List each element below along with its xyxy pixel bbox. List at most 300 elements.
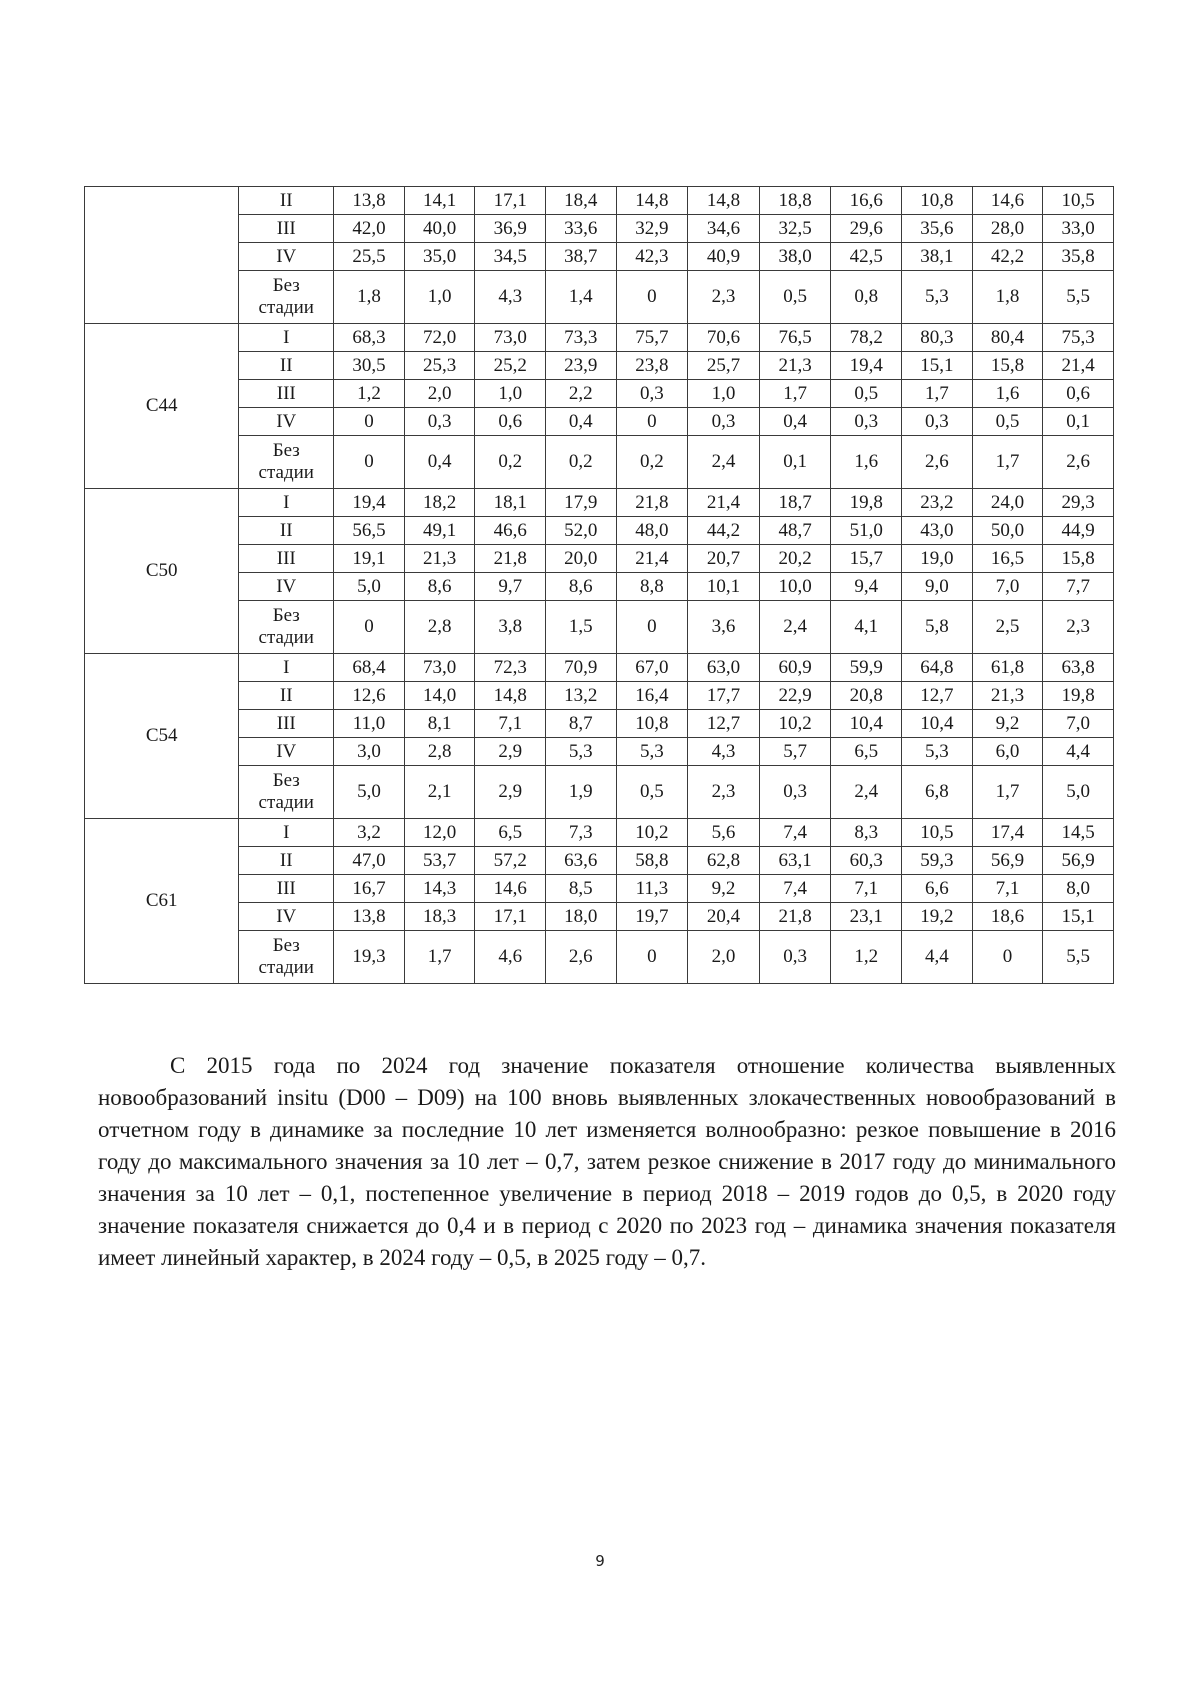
value-cell: 4,4: [1043, 738, 1114, 766]
value-cell: 24,0: [972, 489, 1043, 517]
value-cell: 19,4: [831, 352, 902, 380]
value-cell: 23,2: [902, 489, 973, 517]
value-cell: 29,6: [831, 215, 902, 243]
stage-cell: I: [239, 819, 334, 847]
value-cell: 21,8: [759, 903, 831, 931]
value-cell: 8,5: [546, 875, 617, 903]
table-row: [85, 903, 1114, 931]
value-cell: 19,7: [616, 903, 688, 931]
value-cell: 59,9: [831, 654, 902, 682]
value-cell: 17,4: [972, 819, 1043, 847]
value-cell: 38,1: [902, 243, 973, 271]
value-cell: 14,5: [1043, 819, 1114, 847]
value-cell: 10,4: [831, 710, 902, 738]
value-cell: 47,0: [334, 847, 405, 875]
value-cell: 30,5: [334, 352, 405, 380]
value-cell: 7,0: [972, 573, 1043, 601]
table-body: [85, 187, 1114, 984]
value-cell: 5,5: [1043, 271, 1114, 324]
value-cell: 0,1: [1043, 408, 1114, 436]
value-cell: 5,0: [334, 573, 405, 601]
value-cell: 1,0: [404, 271, 475, 324]
value-cell: 57,2: [475, 847, 546, 875]
value-cell: 70,9: [546, 654, 617, 682]
value-cell: 0: [616, 601, 688, 654]
value-cell: 0: [334, 436, 405, 489]
stage-cell: III: [239, 215, 334, 243]
value-cell: 18,4: [546, 187, 617, 215]
value-cell: 2,4: [759, 601, 831, 654]
value-cell: 1,8: [334, 271, 405, 324]
stage-cell: I: [239, 324, 334, 352]
value-cell: 2,0: [404, 380, 475, 408]
value-cell: 2,6: [546, 931, 617, 984]
value-cell: 21,3: [759, 352, 831, 380]
value-cell: 56,9: [1043, 847, 1114, 875]
value-cell: 42,3: [616, 243, 688, 271]
table-row: [85, 601, 1114, 654]
value-cell: 0,6: [1043, 380, 1114, 408]
value-cell: 19,8: [1043, 682, 1114, 710]
value-cell: 10,0: [759, 573, 831, 601]
value-cell: 15,7: [831, 545, 902, 573]
stage-cell: I: [239, 654, 334, 682]
value-cell: 0,4: [546, 408, 617, 436]
value-cell: 8,8: [616, 573, 688, 601]
value-cell: 3,0: [334, 738, 405, 766]
value-cell: 48,7: [759, 517, 831, 545]
value-cell: 1,7: [972, 766, 1043, 819]
value-cell: 19,0: [902, 545, 973, 573]
value-cell: 18,1: [475, 489, 546, 517]
stage-cell: IV: [239, 903, 334, 931]
value-cell: 63,1: [759, 847, 831, 875]
value-cell: 5,3: [902, 738, 973, 766]
value-cell: 7,1: [831, 875, 902, 903]
value-cell: 72,3: [475, 654, 546, 682]
value-cell: 6,8: [902, 766, 973, 819]
value-cell: 34,5: [475, 243, 546, 271]
value-cell: 20,7: [688, 545, 760, 573]
value-cell: 56,5: [334, 517, 405, 545]
value-cell: 2,3: [688, 766, 760, 819]
value-cell: 5,0: [334, 766, 405, 819]
value-cell: 6,6: [902, 875, 973, 903]
table-row: [85, 654, 1114, 682]
value-cell: 34,6: [688, 215, 760, 243]
value-cell: 0,2: [546, 436, 617, 489]
value-cell: 32,5: [759, 215, 831, 243]
value-cell: 19,2: [902, 903, 973, 931]
value-cell: 64,8: [902, 654, 973, 682]
value-cell: 10,1: [688, 573, 760, 601]
value-cell: 46,6: [475, 517, 546, 545]
value-cell: 0,5: [972, 408, 1043, 436]
value-cell: 14,6: [972, 187, 1043, 215]
value-cell: 1,7: [759, 380, 831, 408]
value-cell: 21,4: [688, 489, 760, 517]
page-number: 9: [595, 1552, 605, 1570]
value-cell: 15,8: [1043, 545, 1114, 573]
value-cell: 14,6: [475, 875, 546, 903]
value-cell: 28,0: [972, 215, 1043, 243]
value-cell: 13,8: [334, 903, 405, 931]
value-cell: 10,8: [902, 187, 973, 215]
value-cell: 63,8: [1043, 654, 1114, 682]
table-row: [85, 847, 1114, 875]
value-cell: 8,7: [546, 710, 617, 738]
value-cell: 73,3: [546, 324, 617, 352]
value-cell: 18,0: [546, 903, 617, 931]
value-cell: 15,8: [972, 352, 1043, 380]
value-cell: 61,8: [972, 654, 1043, 682]
value-cell: 20,4: [688, 903, 760, 931]
value-cell: 60,9: [759, 654, 831, 682]
value-cell: 10,8: [616, 710, 688, 738]
value-cell: 2,8: [404, 738, 475, 766]
value-cell: 2,9: [475, 766, 546, 819]
value-cell: 25,3: [404, 352, 475, 380]
value-cell: 0,8: [831, 271, 902, 324]
value-cell: 19,4: [334, 489, 405, 517]
value-cell: 17,7: [688, 682, 760, 710]
value-cell: 17,1: [475, 903, 546, 931]
stage-cell: IV: [239, 408, 334, 436]
value-cell: 73,0: [475, 324, 546, 352]
value-cell: 73,0: [404, 654, 475, 682]
value-cell: 16,4: [616, 682, 688, 710]
value-cell: 1,0: [688, 380, 760, 408]
value-cell: 76,5: [759, 324, 831, 352]
table-row: [85, 380, 1114, 408]
value-cell: 12,6: [334, 682, 405, 710]
value-cell: 35,8: [1043, 243, 1114, 271]
value-cell: 0,2: [616, 436, 688, 489]
value-cell: 42,0: [334, 215, 405, 243]
stage-cell: Без стадии: [239, 601, 334, 654]
value-cell: 21,3: [404, 545, 475, 573]
value-cell: 60,3: [831, 847, 902, 875]
value-cell: 0,4: [759, 408, 831, 436]
table-row: [85, 324, 1114, 352]
value-cell: 8,6: [404, 573, 475, 601]
stage-cell: II: [239, 187, 334, 215]
value-cell: 7,3: [546, 819, 617, 847]
value-cell: 20,0: [546, 545, 617, 573]
value-cell: 20,8: [831, 682, 902, 710]
value-cell: 9,7: [475, 573, 546, 601]
table-row: [85, 271, 1114, 324]
value-cell: 8,3: [831, 819, 902, 847]
table-row: [85, 215, 1114, 243]
value-cell: 7,7: [1043, 573, 1114, 601]
table-row: [85, 738, 1114, 766]
value-cell: 15,1: [902, 352, 973, 380]
value-cell: 56,9: [972, 847, 1043, 875]
stage-cell: II: [239, 847, 334, 875]
stage-cell: I: [239, 489, 334, 517]
value-cell: 10,2: [759, 710, 831, 738]
stage-cell: IV: [239, 243, 334, 271]
value-cell: 14,1: [404, 187, 475, 215]
stage-cell: Без стадии: [239, 271, 334, 324]
value-cell: 20,2: [759, 545, 831, 573]
value-cell: 14,8: [688, 187, 760, 215]
value-cell: 13,8: [334, 187, 405, 215]
value-cell: 2,6: [902, 436, 973, 489]
value-cell: 1,5: [546, 601, 617, 654]
value-cell: 51,0: [831, 517, 902, 545]
value-cell: 4,4: [902, 931, 973, 984]
value-cell: 1,6: [972, 380, 1043, 408]
value-cell: 5,3: [902, 271, 973, 324]
value-cell: 0,3: [759, 766, 831, 819]
value-cell: 4,1: [831, 601, 902, 654]
value-cell: 8,1: [404, 710, 475, 738]
value-cell: 7,4: [759, 819, 831, 847]
value-cell: 14,8: [616, 187, 688, 215]
table-row: [85, 710, 1114, 738]
value-cell: 10,4: [902, 710, 973, 738]
value-cell: 0,6: [475, 408, 546, 436]
value-cell: 80,3: [902, 324, 973, 352]
value-cell: 14,8: [475, 682, 546, 710]
value-cell: 40,9: [688, 243, 760, 271]
value-cell: 5,8: [902, 601, 973, 654]
value-cell: 0: [616, 271, 688, 324]
value-cell: 2,9: [475, 738, 546, 766]
value-cell: 12,7: [902, 682, 973, 710]
value-cell: 33,0: [1043, 215, 1114, 243]
stage-cell: III: [239, 380, 334, 408]
value-cell: 21,8: [616, 489, 688, 517]
stage-distribution-table: [84, 186, 1114, 984]
stage-cell: III: [239, 875, 334, 903]
value-cell: 35,0: [404, 243, 475, 271]
value-cell: 18,6: [972, 903, 1043, 931]
value-cell: 36,9: [475, 215, 546, 243]
value-cell: 58,8: [616, 847, 688, 875]
value-cell: 23,1: [831, 903, 902, 931]
table-row: [85, 931, 1114, 984]
value-cell: 7,0: [1043, 710, 1114, 738]
value-cell: 49,1: [404, 517, 475, 545]
value-cell: 19,8: [831, 489, 902, 517]
stage-cell: Без стадии: [239, 766, 334, 819]
value-cell: 17,1: [475, 187, 546, 215]
value-cell: 0,3: [404, 408, 475, 436]
value-cell: 0: [616, 931, 688, 984]
value-cell: 0,5: [831, 380, 902, 408]
value-cell: 0,3: [759, 931, 831, 984]
value-cell: 5,0: [1043, 766, 1114, 819]
icd-code-cell: C50: [85, 489, 239, 654]
value-cell: 50,0: [972, 517, 1043, 545]
value-cell: 33,6: [546, 215, 617, 243]
value-cell: 2,1: [404, 766, 475, 819]
table-row: [85, 408, 1114, 436]
value-cell: 2,4: [831, 766, 902, 819]
value-cell: 2,5: [972, 601, 1043, 654]
value-cell: 19,1: [334, 545, 405, 573]
stage-cell: II: [239, 517, 334, 545]
value-cell: 6,5: [475, 819, 546, 847]
stage-cell: II: [239, 682, 334, 710]
value-cell: 25,5: [334, 243, 405, 271]
value-cell: 1,4: [546, 271, 617, 324]
value-cell: 2,4: [688, 436, 760, 489]
value-cell: 40,0: [404, 215, 475, 243]
table-row: [85, 436, 1114, 489]
table-row: [85, 573, 1114, 601]
value-cell: 44,2: [688, 517, 760, 545]
value-cell: 42,2: [972, 243, 1043, 271]
value-cell: 1,0: [475, 380, 546, 408]
value-cell: 4,3: [475, 271, 546, 324]
value-cell: 3,2: [334, 819, 405, 847]
value-cell: 6,0: [972, 738, 1043, 766]
table-row: [85, 766, 1114, 819]
value-cell: 78,2: [831, 324, 902, 352]
value-cell: 68,4: [334, 654, 405, 682]
value-cell: 18,8: [759, 187, 831, 215]
value-cell: 14,0: [404, 682, 475, 710]
value-cell: 7,1: [475, 710, 546, 738]
value-cell: 44,9: [1043, 517, 1114, 545]
value-cell: 18,7: [759, 489, 831, 517]
value-cell: 52,0: [546, 517, 617, 545]
value-cell: 0,1: [759, 436, 831, 489]
stage-cell: Без стадии: [239, 931, 334, 984]
value-cell: 38,0: [759, 243, 831, 271]
value-cell: 8,0: [1043, 875, 1114, 903]
value-cell: 11,0: [334, 710, 405, 738]
value-cell: 7,4: [759, 875, 831, 903]
value-cell: 4,6: [475, 931, 546, 984]
value-cell: 3,6: [688, 601, 760, 654]
value-cell: 29,3: [1043, 489, 1114, 517]
value-cell: 5,3: [616, 738, 688, 766]
value-cell: 0,2: [475, 436, 546, 489]
value-cell: 2,3: [1043, 601, 1114, 654]
value-cell: 68,3: [334, 324, 405, 352]
value-cell: 75,3: [1043, 324, 1114, 352]
value-cell: 21,3: [972, 682, 1043, 710]
value-cell: 1,7: [902, 380, 973, 408]
value-cell: 25,7: [688, 352, 760, 380]
value-cell: 25,2: [475, 352, 546, 380]
value-cell: 80,4: [972, 324, 1043, 352]
value-cell: 21,8: [475, 545, 546, 573]
value-cell: 9,2: [688, 875, 760, 903]
value-cell: 12,0: [404, 819, 475, 847]
value-cell: 1,6: [831, 436, 902, 489]
value-cell: 23,9: [546, 352, 617, 380]
value-cell: 17,9: [546, 489, 617, 517]
value-cell: 0,3: [902, 408, 973, 436]
value-cell: 2,8: [404, 601, 475, 654]
value-cell: 10,2: [616, 819, 688, 847]
icd-code-cell: C44: [85, 324, 239, 489]
table-row: [85, 489, 1114, 517]
value-cell: 32,9: [616, 215, 688, 243]
value-cell: 7,1: [972, 875, 1043, 903]
table-row: [85, 352, 1114, 380]
value-cell: 42,5: [831, 243, 902, 271]
value-cell: 18,3: [404, 903, 475, 931]
value-cell: 48,0: [616, 517, 688, 545]
icd-code-cell: C54: [85, 654, 239, 819]
value-cell: 23,8: [616, 352, 688, 380]
value-cell: 21,4: [616, 545, 688, 573]
value-cell: 38,7: [546, 243, 617, 271]
stage-cell: IV: [239, 573, 334, 601]
icd-code-cell: [85, 187, 239, 324]
table-row: [85, 243, 1114, 271]
value-cell: 0,3: [616, 380, 688, 408]
table-row: [85, 682, 1114, 710]
value-cell: 70,6: [688, 324, 760, 352]
value-cell: 0,5: [759, 271, 831, 324]
value-cell: 6,5: [831, 738, 902, 766]
table-row: [85, 517, 1114, 545]
value-cell: 3,8: [475, 601, 546, 654]
value-cell: 5,5: [1043, 931, 1114, 984]
icd-code-cell: C61: [85, 819, 239, 984]
value-cell: 2,2: [546, 380, 617, 408]
value-cell: 0: [972, 931, 1043, 984]
value-cell: 5,3: [546, 738, 617, 766]
value-cell: 75,7: [616, 324, 688, 352]
table-row: [85, 819, 1114, 847]
value-cell: 62,8: [688, 847, 760, 875]
value-cell: 2,3: [688, 271, 760, 324]
value-cell: 18,2: [404, 489, 475, 517]
value-cell: 9,4: [831, 573, 902, 601]
value-cell: 5,7: [759, 738, 831, 766]
value-cell: 8,6: [546, 573, 617, 601]
stage-cell: III: [239, 710, 334, 738]
stage-cell: Без стадии: [239, 436, 334, 489]
value-cell: 0: [334, 601, 405, 654]
value-cell: 5,6: [688, 819, 760, 847]
value-cell: 43,0: [902, 517, 973, 545]
value-cell: 9,2: [972, 710, 1043, 738]
stage-cell: IV: [239, 738, 334, 766]
value-cell: 1,7: [404, 931, 475, 984]
value-cell: 2,0: [688, 931, 760, 984]
value-cell: 72,0: [404, 324, 475, 352]
value-cell: 63,0: [688, 654, 760, 682]
value-cell: 10,5: [902, 819, 973, 847]
value-cell: 19,3: [334, 931, 405, 984]
value-cell: 63,6: [546, 847, 617, 875]
value-cell: 59,3: [902, 847, 973, 875]
value-cell: 21,4: [1043, 352, 1114, 380]
table-row: [85, 545, 1114, 573]
table-row: [85, 875, 1114, 903]
value-cell: 16,7: [334, 875, 405, 903]
value-cell: 35,6: [902, 215, 973, 243]
table-row: [85, 187, 1114, 215]
value-cell: 1,2: [831, 931, 902, 984]
value-cell: 0,3: [688, 408, 760, 436]
value-cell: 16,5: [972, 545, 1043, 573]
value-cell: 1,2: [334, 380, 405, 408]
value-cell: 67,0: [616, 654, 688, 682]
body-paragraph: С 2015 года по 2024 год значение показателя отношение количества выявленных новообразований insitu (D00 – D09) на 100 вновь выявленных злокачественных новообразований в отчетном году в динамике за последние 10 лет изменяется волнообразно: резкое повышение в 2016 году до максимального значения за 10 лет – 0,7, затем резкое снижение в 2017 году до минимального значения за 10 лет – 0,1, постепенное увеличение в период 2018 – 2019 годов до 0,5, в 2020 году значение показателя снижается до 0,4 и в период с 2020 по 2023 год – динамика значения показателя имеет линейный характер, в 2024 году – 0,5, в 2025 году – 0,7.: [98, 1053, 1116, 1270]
value-cell: 22,9: [759, 682, 831, 710]
